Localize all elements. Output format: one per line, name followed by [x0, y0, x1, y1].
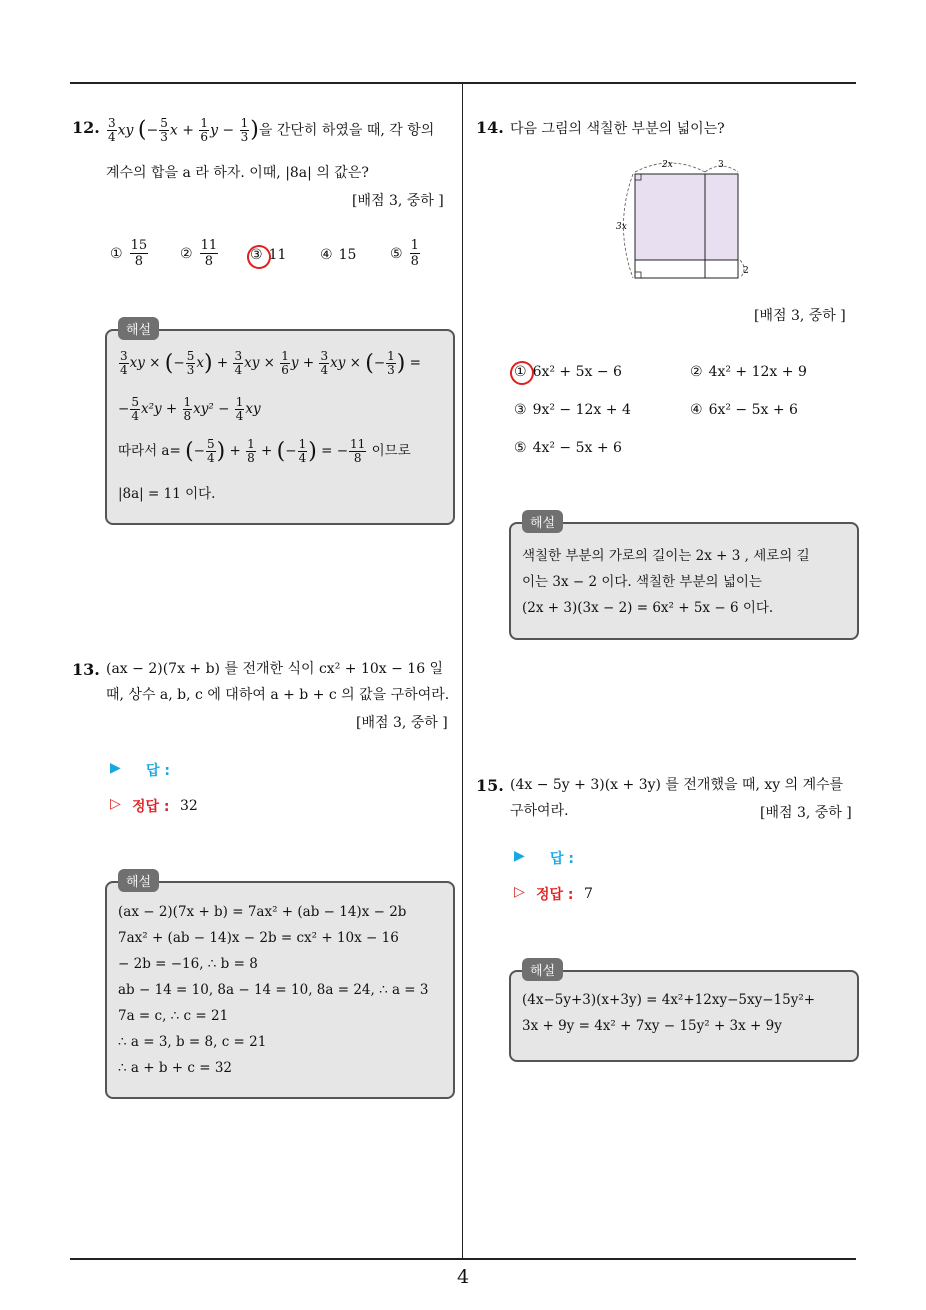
q12-line1: $\frac{3}{4}$ xy (− $\frac{5}{3}$ x + $\frac{1}{6}$ y − $\frac{1}{3}$ )을 간단히 하였을 때, 각 항의	[108, 116, 435, 144]
q15-answer-arrow: ▶	[514, 848, 525, 864]
q14-choice-5[interactable]: ⑤ 4x² − 5x + 6	[514, 440, 622, 456]
q12-choice-2[interactable]: ② $\frac{11}{8}$	[180, 238, 218, 269]
q14-question: 다음 그림의 색칠한 부분의 넓이는?	[510, 121, 725, 137]
q13-solution-line: 7a = c, ∴ c = 21	[118, 1008, 229, 1024]
q12-score: [배점 3, 중하 ]	[352, 193, 444, 209]
q13-line1: (ax − 2)(7x + b) 를 전개한 식이 cx² + 10x − 16 일	[106, 661, 444, 677]
q12-choice-4[interactable]: ④ 15	[320, 247, 357, 263]
q13-number: 13.	[72, 660, 100, 679]
q12-solution-line2: − $\frac{5}{4}$ x²y + $\frac{1}{8}$ xy² − $\frac{1}{4}$ xy	[118, 395, 261, 423]
q13-solution-line: − 2b = −16, ∴ b = 8	[118, 956, 258, 972]
q13-correct-arrow: ▷	[110, 796, 121, 812]
q12-choice-1[interactable]: ① $\frac{15}{8}$	[110, 238, 148, 269]
q15-solution-tag: 해설	[522, 958, 563, 981]
q13-answer-arrow: ▶	[110, 760, 121, 776]
q13-solution-line: (ax − 2)(7x + b) = 7ax² + (ab − 14)x − 2b	[118, 904, 407, 920]
q14-right-angle-mark	[635, 272, 641, 278]
q12-choice-3[interactable]: ③ 11	[250, 247, 287, 263]
q12-line1-tail: 을 간단히 하였을 때, 각 항의	[258, 122, 435, 139]
q12-line2: 계수의 합을 a 라 하자. 이때, |8a| 의 값은?	[106, 165, 369, 181]
q13-solution-tag: 해설	[118, 869, 159, 892]
q14-number: 14.	[476, 118, 504, 137]
q14-solution-tag: 해설	[522, 510, 563, 533]
q14-label-2x: 2x	[662, 160, 673, 170]
q14-choice-2[interactable]: ② 4x² + 12x + 9	[690, 364, 807, 380]
q13-line2: 때, 상수 a, b, c 에 대하여 a + b + c 의 값을 구하여라.	[106, 687, 450, 703]
q14-solution-line: (2x + 3)(3x − 2) = 6x² + 5x − 6 이다.	[522, 600, 774, 616]
q14-choice-3[interactable]: ③ 9x² − 12x + 4	[514, 402, 631, 418]
q13-solution-line: 7ax² + (ab − 14)x − 2b = cx² + 10x − 16	[118, 930, 399, 946]
q14-solution-line: 이는 3x − 2 이다. 색칠한 부분의 넓이는	[522, 574, 762, 590]
q15-correct-arrow: ▷	[514, 884, 525, 900]
q12-number: 12.	[72, 118, 100, 137]
q14-selected-mark	[507, 358, 538, 389]
q14-choice-1[interactable]: ① 6x² + 5x − 6	[514, 364, 622, 380]
q14-choice-4[interactable]: ④ 6x² − 5x + 6	[690, 402, 798, 418]
q14-solution-line: 색칠한 부분의 가로의 길이는 2x + 3 , 세로의 길	[522, 548, 810, 564]
q14-label-2: 2	[743, 266, 749, 276]
page-number: 4	[456, 1266, 470, 1288]
column-divider	[462, 84, 463, 1259]
q15-solution-box	[509, 970, 859, 1062]
q12-solution-line4: |8a| = 11 이다.	[118, 486, 216, 502]
q13-answer-label: 답 :	[146, 763, 170, 779]
q15-line2: 구하여라.	[510, 803, 569, 819]
q15-number: 15.	[476, 776, 504, 795]
q14-label-3x: 3x	[616, 222, 627, 232]
q12-solution-line3: 따라서 a= (− $\frac{5}{4}$ ) + $\frac{1}{8}$ + (− $\frac{1}{4}$ ) = − $\frac{11}{8}$ 이므로	[118, 437, 411, 465]
q15-solution-line: (4x−5y+3)(x+3y) = 4x²+12xy−5xy−15y²+	[522, 992, 816, 1008]
q12-choice-5[interactable]: ⑤ $\frac{1}{8}$	[390, 238, 419, 269]
q13-score: [배점 3, 중하 ]	[356, 715, 448, 731]
q14-figure	[610, 150, 760, 282]
q15-correct-label: 정답 :	[536, 887, 574, 903]
q13-solution-line: ∴ a = 3, b = 8, c = 21	[118, 1034, 267, 1050]
q12-solution-tag: 해설	[118, 317, 159, 340]
q13-correct-label: 정답 :	[132, 799, 170, 815]
q13-solution-line: ab − 14 = 10, 8a − 14 = 10, 8a = 24, ∴ a = 3	[118, 982, 429, 998]
q14-score: [배점 3, 중하 ]	[754, 308, 846, 324]
q14-shaded-region	[635, 174, 738, 260]
q12-solution-line1: $\frac{3}{4}$ xy × (− $\frac{5}{3}$ x) + $\frac{3}{4}$ xy × $\frac{1}{6}$ y + $\frac{3}{4}$ xy × (− $\frac{1}{3}$ ) =	[120, 349, 421, 377]
q15-line1: (4x − 5y + 3)(x + 3y) 를 전개했을 때, xy 의 계수를	[510, 777, 844, 793]
q13-correct-value: 32	[180, 798, 198, 814]
q15-solution-line: 3x + 9y = 4x² + 7xy − 15y² + 3x + 9y	[522, 1018, 782, 1034]
q14-label-3: 3	[718, 160, 724, 170]
q15-score: [배점 3, 중하 ]	[760, 805, 852, 821]
q15-answer-label: 답 :	[550, 851, 574, 867]
q13-solution-line: ∴ a + b + c = 32	[118, 1060, 232, 1076]
q15-correct-value: 7	[584, 886, 593, 902]
